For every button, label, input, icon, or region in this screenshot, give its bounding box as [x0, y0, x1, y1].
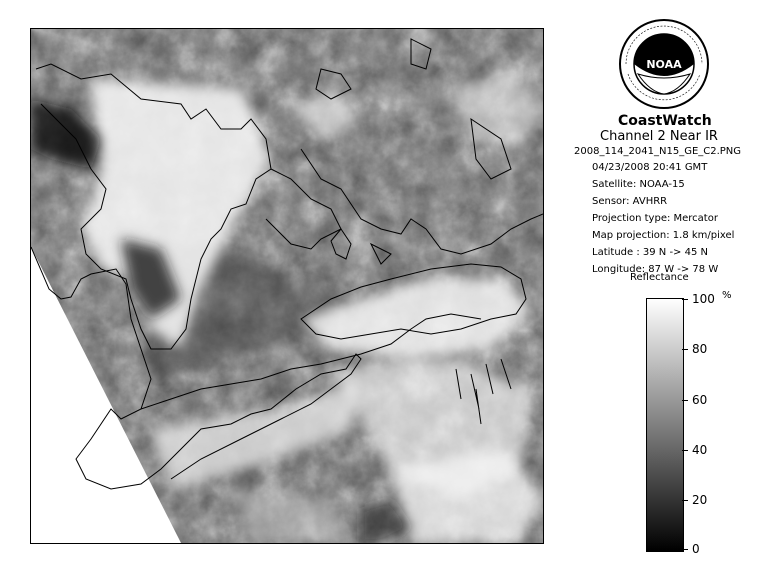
filename-label: 2008_114_2041_N15_GE_C2.PNG — [574, 146, 742, 157]
latitude-label: Latitude : 39 N -> 45 N — [592, 247, 708, 258]
colorbar-unit: % — [722, 290, 732, 301]
colorbar-tick-label: 60 — [692, 393, 708, 407]
colorbar-tick-mark — [682, 400, 688, 401]
channel-label: Channel 2 Near IR — [600, 129, 718, 144]
colorbar-tick-mark — [682, 299, 688, 300]
colorbar-tick-mark — [682, 450, 688, 451]
colorbar-title: Reflectance — [630, 272, 689, 283]
satellite-image-panel — [30, 28, 544, 544]
colorbar-tick-label: 40 — [692, 443, 708, 457]
brand-title: CoastWatch — [618, 113, 712, 129]
noaa-logo-text: NOAA — [646, 58, 682, 71]
datetime-label: 04/23/2008 20:41 GMT — [592, 162, 708, 173]
colorbar-tick-mark — [682, 349, 688, 350]
colorbar — [646, 298, 684, 552]
longitude-label: Longitude: 87 W -> 78 W — [592, 264, 719, 275]
map-canvas — [31, 29, 543, 543]
projection-type-label: Projection type: Mercator — [592, 213, 718, 224]
colorbar-tick-label: 20 — [692, 493, 708, 507]
colorbar-tick-mark — [682, 500, 688, 501]
noaa-logo — [618, 18, 710, 110]
colorbar-tick-label: 0 — [692, 542, 700, 556]
colorbar-tick-label: 100 — [692, 292, 715, 306]
map-projection-label: Map projection: 1.8 km/pixel — [592, 230, 735, 241]
satellite-label: Satellite: NOAA-15 — [592, 179, 685, 190]
colorbar-tick-mark — [682, 549, 688, 550]
sensor-label: Sensor: AVHRR — [592, 196, 668, 207]
colorbar-tick-label: 80 — [692, 342, 708, 356]
